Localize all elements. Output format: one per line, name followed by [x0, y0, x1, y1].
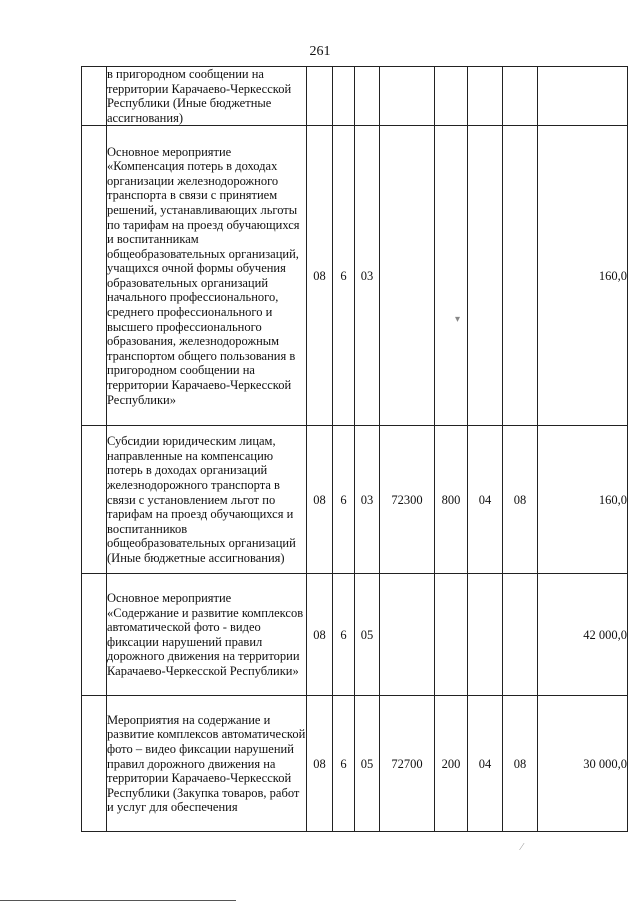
subsection-cell: 08 [503, 696, 538, 832]
row-number-cell [82, 126, 107, 426]
row-name: Субсидии юридическим лицам, направленные на компенсацию потерь в доходах организаций железнодорожного транспорта в связи с установлением льгот по тарифам на проезд обучающихся и воспитанников общеобразовательных организаций (Иные бюджетные ассигнования) [107, 434, 296, 565]
footnote-separator [0, 900, 236, 901]
ministry-code-cell: 08 [307, 126, 333, 426]
row-number-cell [82, 426, 107, 574]
row-number-cell [82, 696, 107, 832]
page-number: 261 [309, 44, 331, 59]
subsection-cell [503, 574, 538, 696]
budget-table [81, 66, 628, 832]
activity-code-cell [355, 67, 380, 126]
row-name: Мероприятия на содержание и развитие комплексов автоматической фото – видео фиксации нарушений правил дорожного движения на территории Карачаево-Черкесской Республики (Закупка товаров, работ и услуг для обеспечения [107, 712, 306, 815]
amount-cell: 160,0 [538, 126, 628, 426]
row-name: Основное мероприятие «Компенсация потерь в доходах организации железнодорожного транспорта в связи с принятием решений, устанавливающих льготы по тарифам на проезд обучающихся и воспитанникам общеобразовательных организаций, учащихся очной формы обучения образовательных организаций начального профессионального, среднего профессионального и высшего профессионального образования, железнодорожным транспортом общего пользования в пригородном сообщении на территории Карачаево-Черкесской Республики» [107, 144, 300, 407]
amount-cell: 30 000,0 [538, 696, 628, 832]
section-cell [468, 67, 503, 126]
expense-type-cell [435, 126, 468, 426]
subprogram-code-cell: 6 [333, 696, 355, 832]
scan-speck: ⁄ [521, 842, 523, 853]
subprogram-code-cell: 6 [333, 426, 355, 574]
section-cell: 04 [468, 696, 503, 832]
activity-code-cell: 03 [355, 426, 380, 574]
subprogram-code-cell [333, 67, 355, 126]
name-cell [107, 574, 307, 696]
amount-cell [538, 67, 628, 126]
amount-cell: 42 000,0 [538, 574, 628, 696]
section-cell: 04 [468, 426, 503, 574]
expense-type-cell: 800 [435, 426, 468, 574]
row-name: Основное мероприятие «Содержание и развитие комплексов автоматической фото - видео фиксации нарушений правил дорожного движения на территории Карачаево-Черкесской Республики» [107, 591, 304, 679]
name-cell [107, 696, 307, 832]
table-row [82, 426, 628, 574]
row-number-cell [82, 67, 107, 126]
section-cell [468, 574, 503, 696]
name-cell [107, 126, 307, 426]
table-row [82, 696, 628, 832]
name-cell [107, 67, 307, 126]
direction-code-cell [380, 574, 435, 696]
subsection-cell [503, 126, 538, 426]
activity-code-cell: 03 [355, 126, 380, 426]
expense-type-cell: 200 [435, 696, 468, 832]
activity-code-cell: 05 [355, 696, 380, 832]
ministry-code-cell: 08 [307, 696, 333, 832]
ministry-code-cell [307, 67, 333, 126]
expense-type-cell [435, 67, 468, 126]
subsection-cell [503, 67, 538, 126]
section-cell [468, 126, 503, 426]
ministry-code-cell: 08 [307, 574, 333, 696]
direction-code-cell: 72700 [380, 696, 435, 832]
direction-code-cell: 72300 [380, 426, 435, 574]
expense-type-cell [435, 574, 468, 696]
direction-code-cell [380, 126, 435, 426]
row-name: в пригородном сообщении на территории Карачаево-Черкесской Республики (Иные бюджетные ассигнования) [107, 67, 292, 125]
table-row [82, 126, 628, 426]
subprogram-code-cell: 6 [333, 126, 355, 426]
subsection-cell: 08 [503, 426, 538, 574]
amount-cell: 160,0 [538, 426, 628, 574]
direction-code-cell [380, 67, 435, 126]
row-number-cell [82, 574, 107, 696]
activity-code-cell: 05 [355, 574, 380, 696]
scan-speck: ▾ [455, 314, 461, 325]
name-cell [107, 426, 307, 574]
ministry-code-cell: 08 [307, 426, 333, 574]
table-row [82, 67, 628, 126]
table-row [82, 574, 628, 696]
subprogram-code-cell: 6 [333, 574, 355, 696]
